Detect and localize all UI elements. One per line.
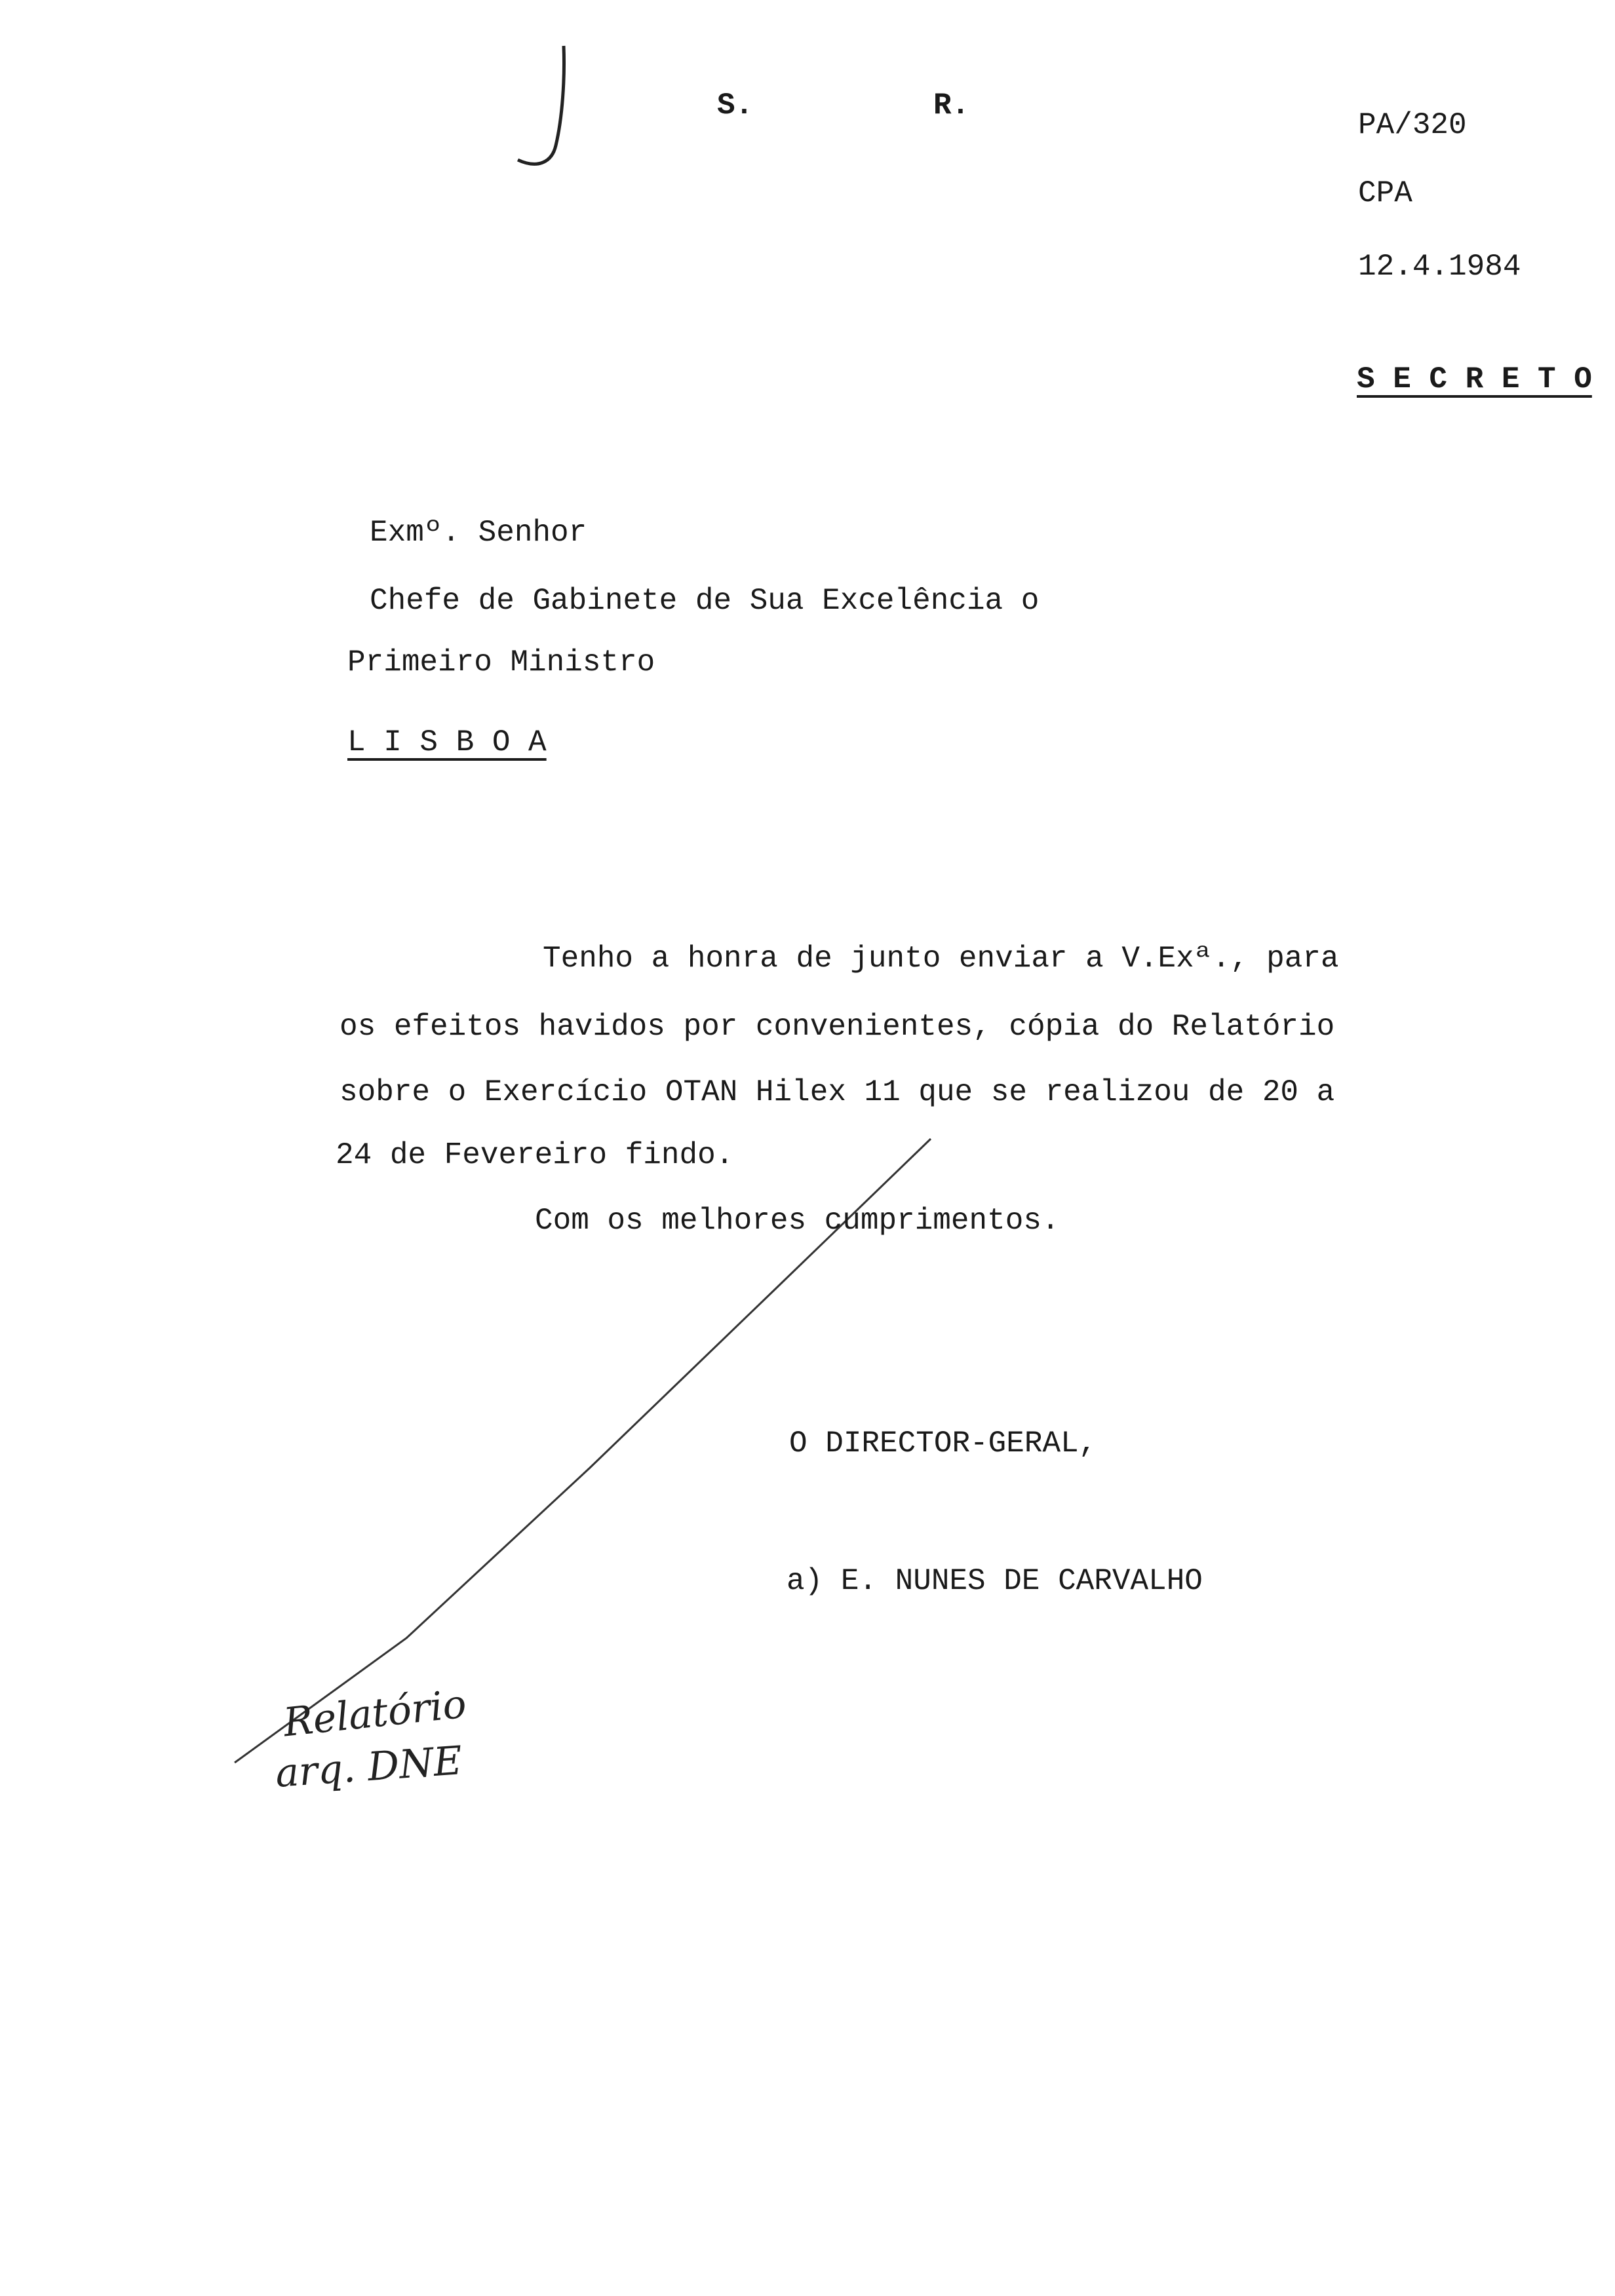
classification-stamp: S E C R E T O — [1357, 362, 1592, 396]
signatory-title: O DIRECTOR-GERAL, — [789, 1426, 1097, 1461]
body-line-1: Tenho a honra de junto enviar a V.Exª., para — [543, 942, 1339, 976]
closing-line: Com os melhores cumprimentos. — [535, 1204, 1060, 1238]
body-line-3: sobre o Exercício OTAN Hilex 11 que se realizou de 20 a — [340, 1075, 1335, 1109]
document-date: 12.4.1984 — [1358, 250, 1521, 284]
initial-mark — [518, 46, 564, 164]
salutation: Exmº. Senhor — [370, 516, 587, 550]
reference-number: PA/320 — [1358, 108, 1467, 142]
body-line-2: os efeitos havidos por convenientes, cópia do Relatório — [340, 1010, 1335, 1044]
handwritten-note-line-1: Relatório — [281, 1681, 469, 1746]
handwritten-note-line-2: arq. DNE — [273, 1738, 464, 1797]
r-mark: R. — [933, 88, 970, 123]
body-line-4: 24 de Fevereiro findo. — [336, 1138, 734, 1172]
signatory-name: a) E. NUNES DE CARVALHO — [787, 1564, 1203, 1598]
department-code: CPA — [1358, 176, 1412, 210]
addressee-city: L I S B O A — [347, 725, 547, 759]
s-mark: S. — [717, 88, 754, 123]
addressee-line-1: Chefe de Gabinete de Sua Excelência o — [370, 584, 1040, 618]
addressee-line-2: Primeiro Ministro — [347, 645, 655, 679]
